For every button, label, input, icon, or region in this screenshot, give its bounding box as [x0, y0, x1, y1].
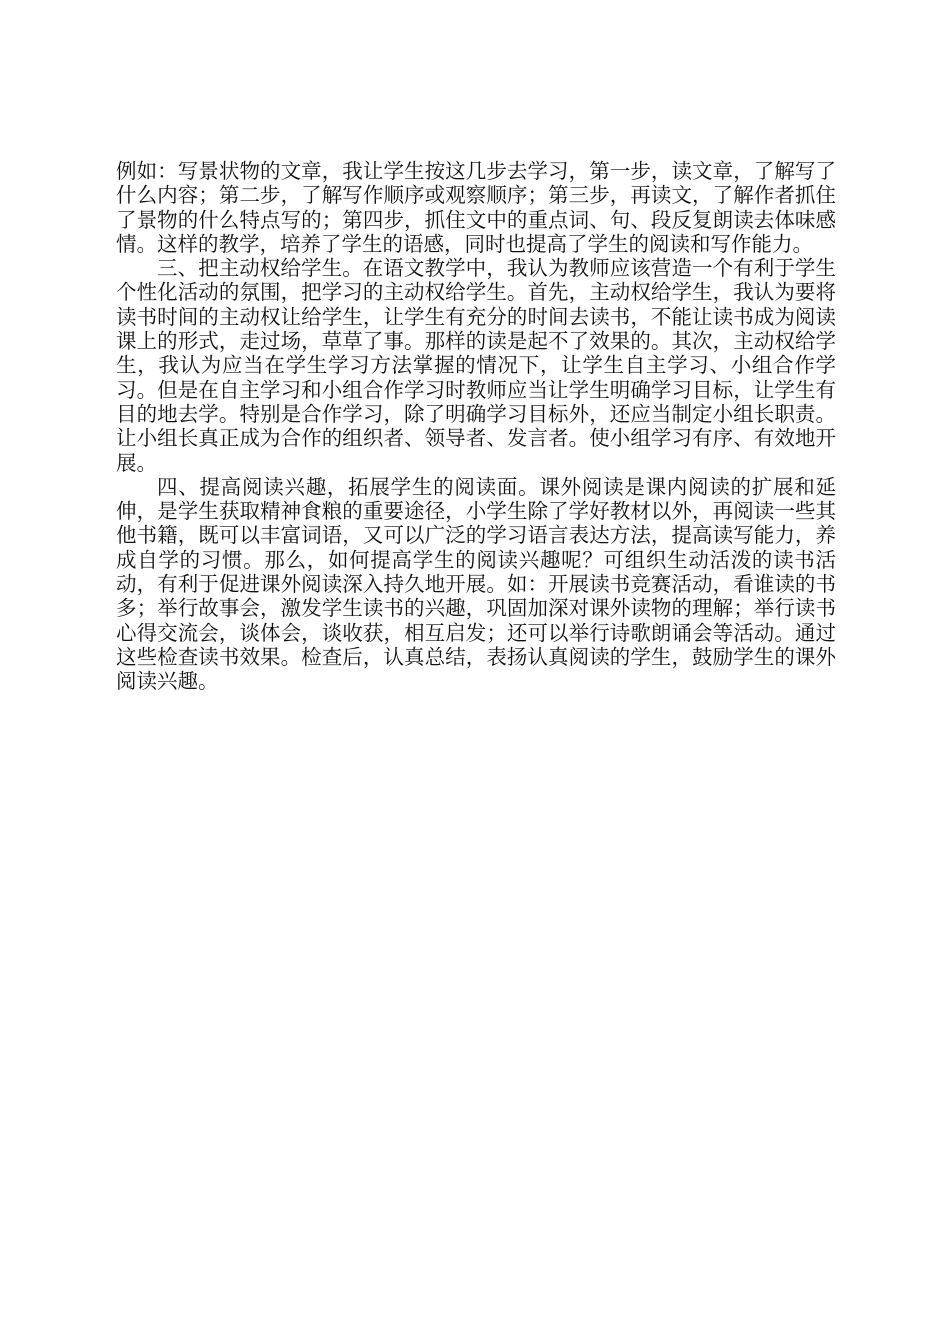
paragraph-section-three: 三、把主动权给学生。在语文教学中，我认为教师应该营造一个有利于学生个性化活动的氛围，把学习的主动权给学生。首先，主动权给学生，我认为要将读书时间的主动权让给学生，让学生有充分的时间去读书，不能让读书成为阅读课上的形式，走过场，草草了事。那样的读是起不了效果的。其次，主动权给学生，我认为应当在学生学习方法掌握的情况下，让学生自主学习、小组合作学习。但是在自主学习和小组合作学习时教师应当让学生明确学习目标，让学生有目的地去学。特别是合作学习，除了明确学习目标外，还应当制定小组长职责。让小组长真正成为合作的组织者、领导者、发言者。使小组学习有序、有效地开展。	[116, 256, 836, 475]
paragraph-intro-example: 例如：写景状物的文章，我让学生按这几步去学习，第一步，读文章，了解写了什么内容；第二步，了解写作顺序或观察顺序；第三步，再读文，了解作者抓住了景物的什么特点写的；第四步，抓住文中的重点词、句、段反复朗读去体味感情。这样的教学，培养了学生的语感，同时也提高了学生的阅读和写作能力。	[116, 159, 836, 256]
paragraph-section-four: 四、提高阅读兴趣，拓展学生的阅读面。课外阅读是课内阅读的扩展和延伸，是学生获取精神食粮的重要途径，小学生除了学好教材以外，再阅读一些其他书籍，既可以丰富词语，又可以广泛的学习语言表达方法，提高读写能力，养成自学的习惯。那么，如何提高学生的阅读兴趣呢？可组织生动活泼的读书活动，有利于促进课外阅读深入持久地开展。如：开展读书竞赛活动，看谁读的书多；举行故事会，激发学生读书的兴趣，巩固加深对课外读物的理解；举行读书心得交流会，谈体会，谈收获，相互启发；还可以举行诗歌朗诵会等活动。通过这些检查读书效果。检查后，认真总结，表扬认真阅读的学生，鼓励学生的课外阅读兴趣。	[116, 474, 836, 694]
document-body	[116, 159, 836, 694]
